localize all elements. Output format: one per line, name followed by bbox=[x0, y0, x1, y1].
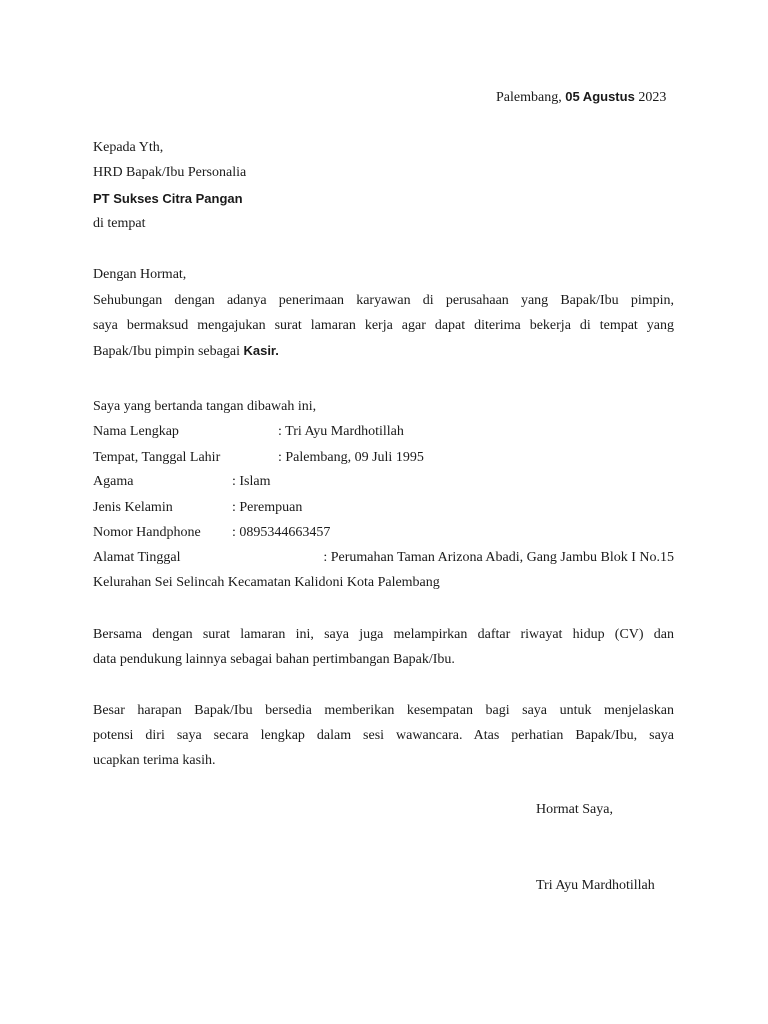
recipient-line-4: di tempat bbox=[93, 216, 146, 231]
closing-paragraph bbox=[93, 698, 674, 773]
detail-value-address: : Perumahan Taman Arizona Abadi, Gang Jambu Blok I No.15 bbox=[323, 550, 674, 565]
date-line bbox=[496, 87, 666, 108]
recipient-line-1: Kepada Yth, bbox=[93, 140, 164, 155]
detail-value-religion: : Islam bbox=[232, 474, 271, 489]
intro-row-1: Sehubungan dengan adanya penerimaan karyawan di perusahaan yang Bapak/Ibu pimpin, bbox=[93, 293, 674, 308]
para3-row-2: potensi diri saya secara lengkap dalam sesi wawancara. Atas perhatian Bapak/Ibu, saya bbox=[93, 728, 674, 743]
intro-row-3-text: Bapak/Ibu pimpin sebagai bbox=[93, 344, 240, 359]
date-place: Palembang, bbox=[496, 90, 562, 105]
attachment-paragraph bbox=[93, 622, 674, 672]
recipient-company: PT Sukses Citra Pangan bbox=[93, 191, 243, 206]
intro-row-3 bbox=[93, 338, 674, 364]
date-day: 05 Agustus bbox=[565, 89, 635, 104]
intro-paragraph bbox=[93, 288, 674, 364]
detail-label-address: Alamat Tinggal bbox=[93, 550, 181, 565]
para3-row-1: Besar harapan Bapak/Ibu bersedia memberikan kesempatan bagi saya untuk menjelaskan bbox=[93, 703, 674, 718]
detail-value-birth: : Palembang, 09 Juli 1995 bbox=[278, 450, 424, 465]
undersigned-line: Saya yang bertanda tangan dibawah ini, bbox=[93, 399, 317, 414]
detail-value-name: : Tri Ayu Mardhotillah bbox=[278, 424, 404, 439]
intro-row-2: saya bermaksud mengajukan surat lamaran kerja agar dapat diterima bekerja di tempat yang bbox=[93, 318, 674, 333]
para2-row-1: Bersama dengan surat lamaran ini, saya juga melampirkan daftar riwayat hidup (CV) dan bbox=[93, 627, 674, 642]
recipient-line-2: HRD Bapak/Ibu Personalia bbox=[93, 165, 247, 180]
detail-label-name: Nama Lengkap bbox=[93, 424, 179, 439]
address-continuation: Kelurahan Sei Selincah Kecamatan Kalidoni Kota Palembang bbox=[93, 575, 440, 590]
signature-name: Tri Ayu Mardhotillah bbox=[536, 878, 655, 893]
closing-salutation: Hormat Saya, bbox=[536, 802, 613, 817]
detail-value-gender: : Perempuan bbox=[232, 500, 303, 515]
detail-label-phone: Nomor Handphone bbox=[93, 525, 201, 540]
date-year: 2023 bbox=[638, 90, 667, 105]
detail-label-gender: Jenis Kelamin bbox=[93, 500, 173, 515]
applied-position: Kasir. bbox=[243, 343, 279, 358]
detail-value-phone: : 0895344663457 bbox=[232, 525, 331, 540]
detail-label-birth: Tempat, Tanggal Lahir bbox=[93, 450, 221, 465]
para3-row-3: ucapkan terima kasih. bbox=[93, 753, 216, 768]
para2-row-2: data pendukung lainnya sebagai bahan pertimbangan Bapak/Ibu. bbox=[93, 652, 455, 667]
detail-label-religion: Agama bbox=[93, 474, 134, 489]
greeting: Dengan Hormat, bbox=[93, 267, 187, 282]
